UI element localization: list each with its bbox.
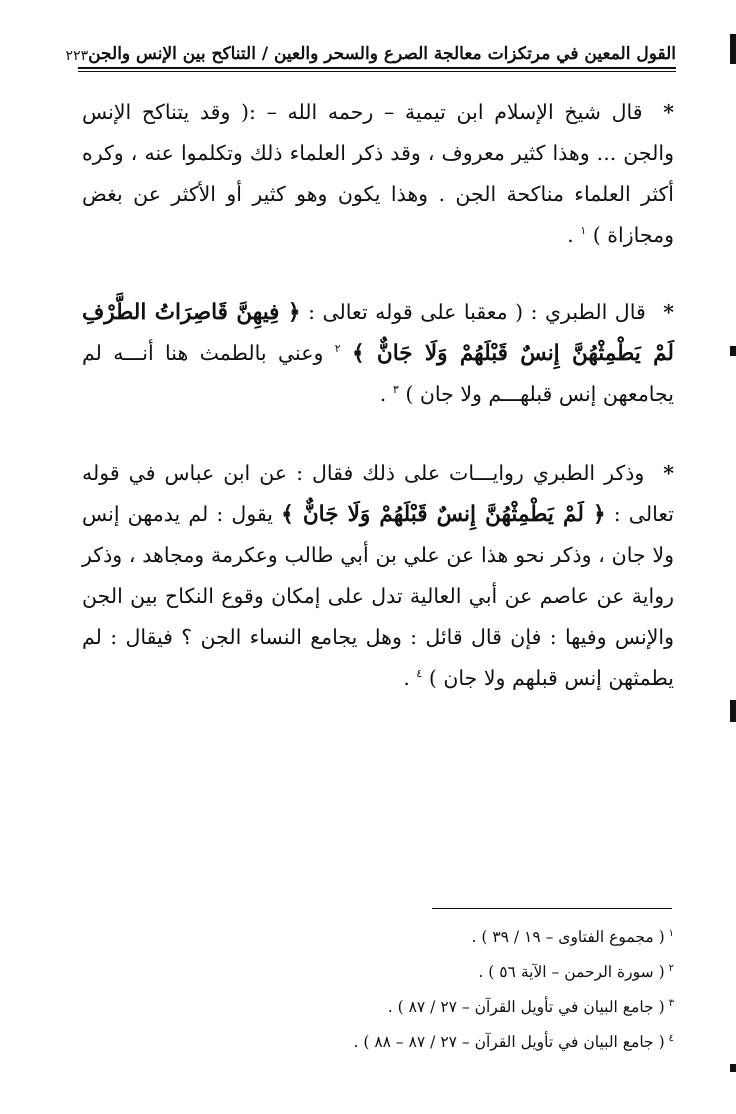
footnote-text: ( مجموع الفتاوى – ١٩ / ٣٩ ) . [471,928,665,947]
sentence-end: . [379,382,387,406]
page-number: ٢٢٣ [65,48,89,64]
paragraph-tabari [82,292,674,415]
footnote [82,1023,674,1058]
paragraph-text: قال الطبري : ( معقبا على قوله تعالى : [308,300,646,324]
header-rule [78,67,676,69]
footnotes [82,918,674,1059]
footnote-number: ١ [668,928,674,939]
scan-edge-mark [730,34,736,64]
footnote-text: ( جامع البيان في تأويل القرآن – ٢٧ / ٨٧ ) . [387,998,665,1017]
footnote [82,918,674,953]
sentence-end: . [567,223,574,247]
footnote-ref: ١ [580,224,587,238]
header-title: القول المعين في مرتكزات معالجة الصرع والسحر والعين / التناكح بين الإنس والجن [88,44,676,64]
paragraph-text-cont: وعني بالطمث هنا أنـــه لم يجامعهن إنس قبلهـــم ولا جان ) [82,341,674,406]
footnote-ref: ٣ [392,383,399,397]
scan-edge-mark [730,1064,736,1072]
footnote [82,988,674,1023]
main-text [82,92,674,737]
sentence-end: . [403,666,410,690]
scan-edge-mark [730,700,736,722]
footnote [82,953,674,988]
quran-verse: ﴿ لَمْ يَطْمِثْهُنَّ إِنسٌ قَبْلَهُمْ وَلَا جَانٌّ ﴾ [281,502,606,527]
scan-edge-mark [730,346,736,356]
footnote-number: ٣ [668,998,674,1010]
footnote-text: ( جامع البيان في تأويل القرآن – ٢٧ / ٨٧ – ٨٨ ) . [353,1033,665,1052]
quran-verse: ﴿ فِيهِنَّ قَاصِرَاتُ الطَّرْفِ لَمْ يَطْمِثْهُنَّ إِنسٌ قَبْلَهُمْ وَلَا جَانٌّ ﴾ [82,300,674,366]
paragraph-text: وذكر الطبري روايـــات على ذلك فقال : عن ابن عباس في قوله تعالى : [82,461,674,526]
star-marker: * [663,300,674,324]
paragraph-text: قال شيخ الإسلام ابن تيمية – رحمه الله – :( وقد يتناكح الإنس والجن ... وهذا كثير معروف ، وقد ذكر العلماء ذلك وتكلموا عنه ، وكره أكثر العلماء مناكحة الجن . وهذا يكون وهو كثير أو الأكثر عن بغض ومجازاة ) [82,100,674,247]
footnote-number: ٤ [668,1033,674,1045]
footnote-separator [432,908,672,909]
running-header [65,30,676,64]
footnote-text: ( سورة الرحمن – الآية ٥٦ ) . [478,963,665,982]
footnote-number: ٢ [668,963,674,975]
footnote-ref: ٤ [416,667,423,681]
star-marker: * [663,461,674,485]
paragraph-text-cont: يقول : لم يدمهن إنس ولا جان ، وذكر نحو هذا عن علي بن أبي طالب وعكرمة ومجاهد ، وذكر رواية عن عاصم عن أبي العالية تدل على إمكان وقوع النكاح بين الجن والإنس وفيها : فإن قال قائل : وهل يجامع النساء الجن ؟ فيقال : لم يطمثهن إنس قبلهم ولا جان ) [82,502,674,690]
footnote-ref: ٢ [334,342,341,356]
paragraph-tabari-narrations [82,453,674,699]
paragraph-ibn-taymiyyah [82,92,674,256]
star-marker: * [663,100,674,124]
header-rule-thin [78,71,676,72]
